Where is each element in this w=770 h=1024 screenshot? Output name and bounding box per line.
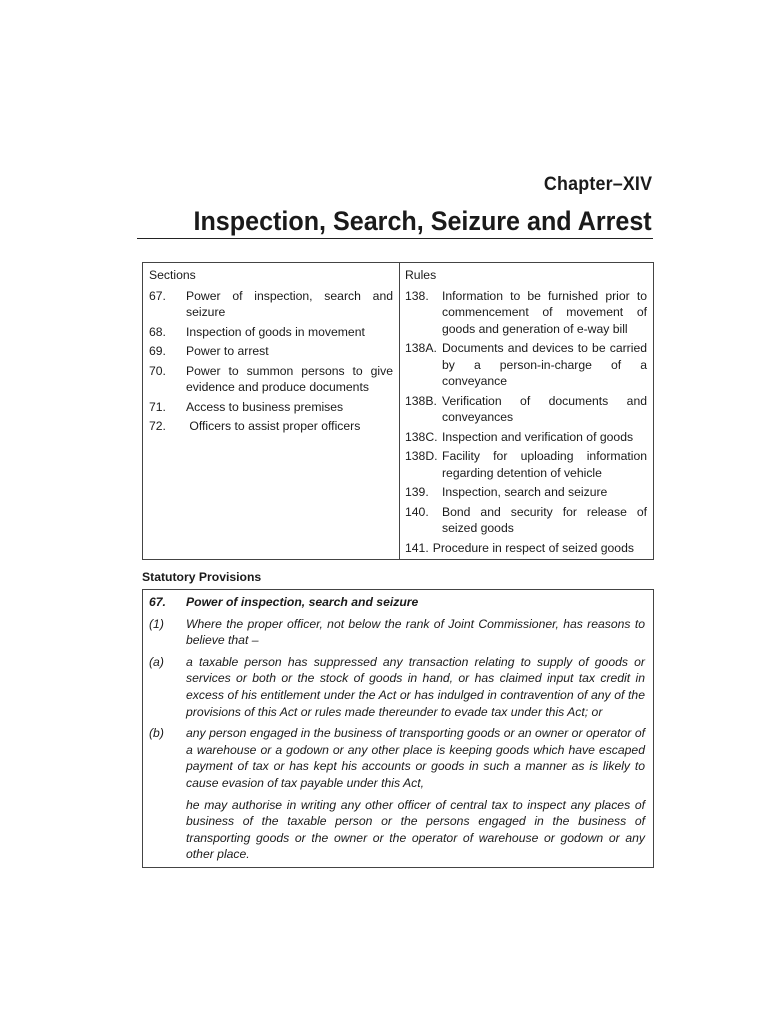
chapter-number: Chapter–XIV bbox=[543, 174, 652, 195]
chapter-title: Inspection, Search, Seizure and Arrest bbox=[193, 206, 652, 236]
column-divider bbox=[399, 263, 400, 559]
section-text: Officers to assist proper officers bbox=[186, 419, 361, 433]
sections-heading: Sections bbox=[149, 268, 196, 282]
rule-text: Information to be furnished prior to commencement of movement of goods and generation of e-way bill bbox=[442, 288, 647, 336]
contents-table bbox=[142, 262, 654, 560]
section-item bbox=[149, 324, 393, 341]
rules-heading: Rules bbox=[405, 268, 437, 282]
section-text: Power to summon persons to give evidence and produce documents bbox=[186, 363, 393, 394]
sections-column bbox=[149, 267, 393, 438]
section-item bbox=[149, 399, 393, 416]
section-item bbox=[149, 288, 393, 321]
rule-number: 138C. bbox=[405, 429, 438, 444]
rule-text: Procedure in respect of seized goods bbox=[432, 540, 634, 555]
rule-text: Facility for uploading information regarding detention of vehicle bbox=[442, 449, 647, 480]
rule-text: Documents and devices to be carried by a person-in-charge of a conveyance bbox=[442, 341, 647, 388]
rule-number: 139. bbox=[405, 485, 429, 499]
provision-section-number: 67. bbox=[149, 595, 166, 609]
rule-number: 138B. bbox=[405, 393, 437, 408]
clause-text: a taxable person has suppressed any transaction relating to supply of goods or services or both or the stock of goods in hand, or has claimed input tax credit in excess of his entitlement under the Act or has indulged in contravention of any of the provisions of this Act or rules made thereunder to evade tax under this Act; or bbox=[186, 654, 645, 719]
provision-clause bbox=[149, 725, 645, 791]
section-number: 71. bbox=[149, 399, 166, 414]
provision-section-title: Power of inspection, search and seizure bbox=[186, 595, 419, 609]
title-underline bbox=[137, 238, 653, 239]
statutory-provisions-box bbox=[142, 589, 654, 868]
rule-number: 138. bbox=[405, 288, 429, 303]
rule-item bbox=[405, 429, 647, 446]
section-item bbox=[149, 343, 393, 360]
section-text: Power to arrest bbox=[186, 344, 269, 358]
rule-item bbox=[405, 340, 647, 390]
rule-item bbox=[405, 540, 647, 557]
provision-section-heading bbox=[149, 594, 645, 611]
clause-label: (a) bbox=[149, 654, 164, 669]
section-item bbox=[149, 363, 393, 396]
rule-text: Verification of documents and conveyances bbox=[442, 393, 647, 424]
rule-number: 138D. bbox=[405, 449, 438, 463]
clause-text: Where the proper officer, not below the rank of Joint Commissioner, has reasons to believe that – bbox=[186, 616, 645, 648]
section-text: Inspection of goods in movement bbox=[186, 324, 365, 339]
section-number: 68. bbox=[149, 324, 166, 339]
rule-text: Inspection and verification of goods bbox=[442, 429, 634, 444]
rule-text: Bond and security for release of seized goods bbox=[442, 504, 647, 535]
section-number: 69. bbox=[149, 344, 166, 358]
rules-column bbox=[405, 267, 647, 559]
rule-item bbox=[405, 484, 647, 501]
section-item bbox=[149, 418, 393, 435]
section-number: 70. bbox=[149, 363, 166, 378]
clause-label: (b) bbox=[149, 726, 164, 741]
section-number: 72. bbox=[149, 419, 166, 433]
section-text: Access to business premises bbox=[186, 399, 344, 414]
clause-label: (1) bbox=[149, 616, 164, 631]
clause-text: he may authorise in writing any other officer of central tax to inspect any places of business of the taxable person or the persons engaged in the business of transporting goods or the owner or the operator of warehouse or godown or any other place. bbox=[186, 797, 645, 862]
rule-number: 138A. bbox=[405, 341, 437, 355]
clause-label bbox=[149, 797, 186, 863]
section-number: 67. bbox=[149, 288, 166, 303]
rule-item bbox=[405, 393, 647, 426]
clause-text: any person engaged in the business of transporting goods or an owner or operator of a warehouse or a godown or any other place is keeping goods which have escaped payment of tax or has kept his accounts or goods in such a manner as is likely to cause evasion of tax payable under this Act, bbox=[186, 726, 645, 790]
provision-clause bbox=[149, 654, 645, 720]
rule-item bbox=[405, 504, 647, 537]
rule-number: 141. bbox=[405, 540, 429, 555]
rule-text: Inspection, search and seizure bbox=[442, 485, 608, 499]
section-text: Power of inspection, search and seizure bbox=[186, 288, 393, 319]
rule-number: 140. bbox=[405, 504, 429, 519]
provision-clause bbox=[149, 616, 645, 649]
statutory-provisions-heading: Statutory Provisions bbox=[142, 570, 262, 584]
rule-item bbox=[405, 448, 647, 481]
rule-item bbox=[405, 288, 647, 338]
provision-clause bbox=[149, 797, 645, 863]
